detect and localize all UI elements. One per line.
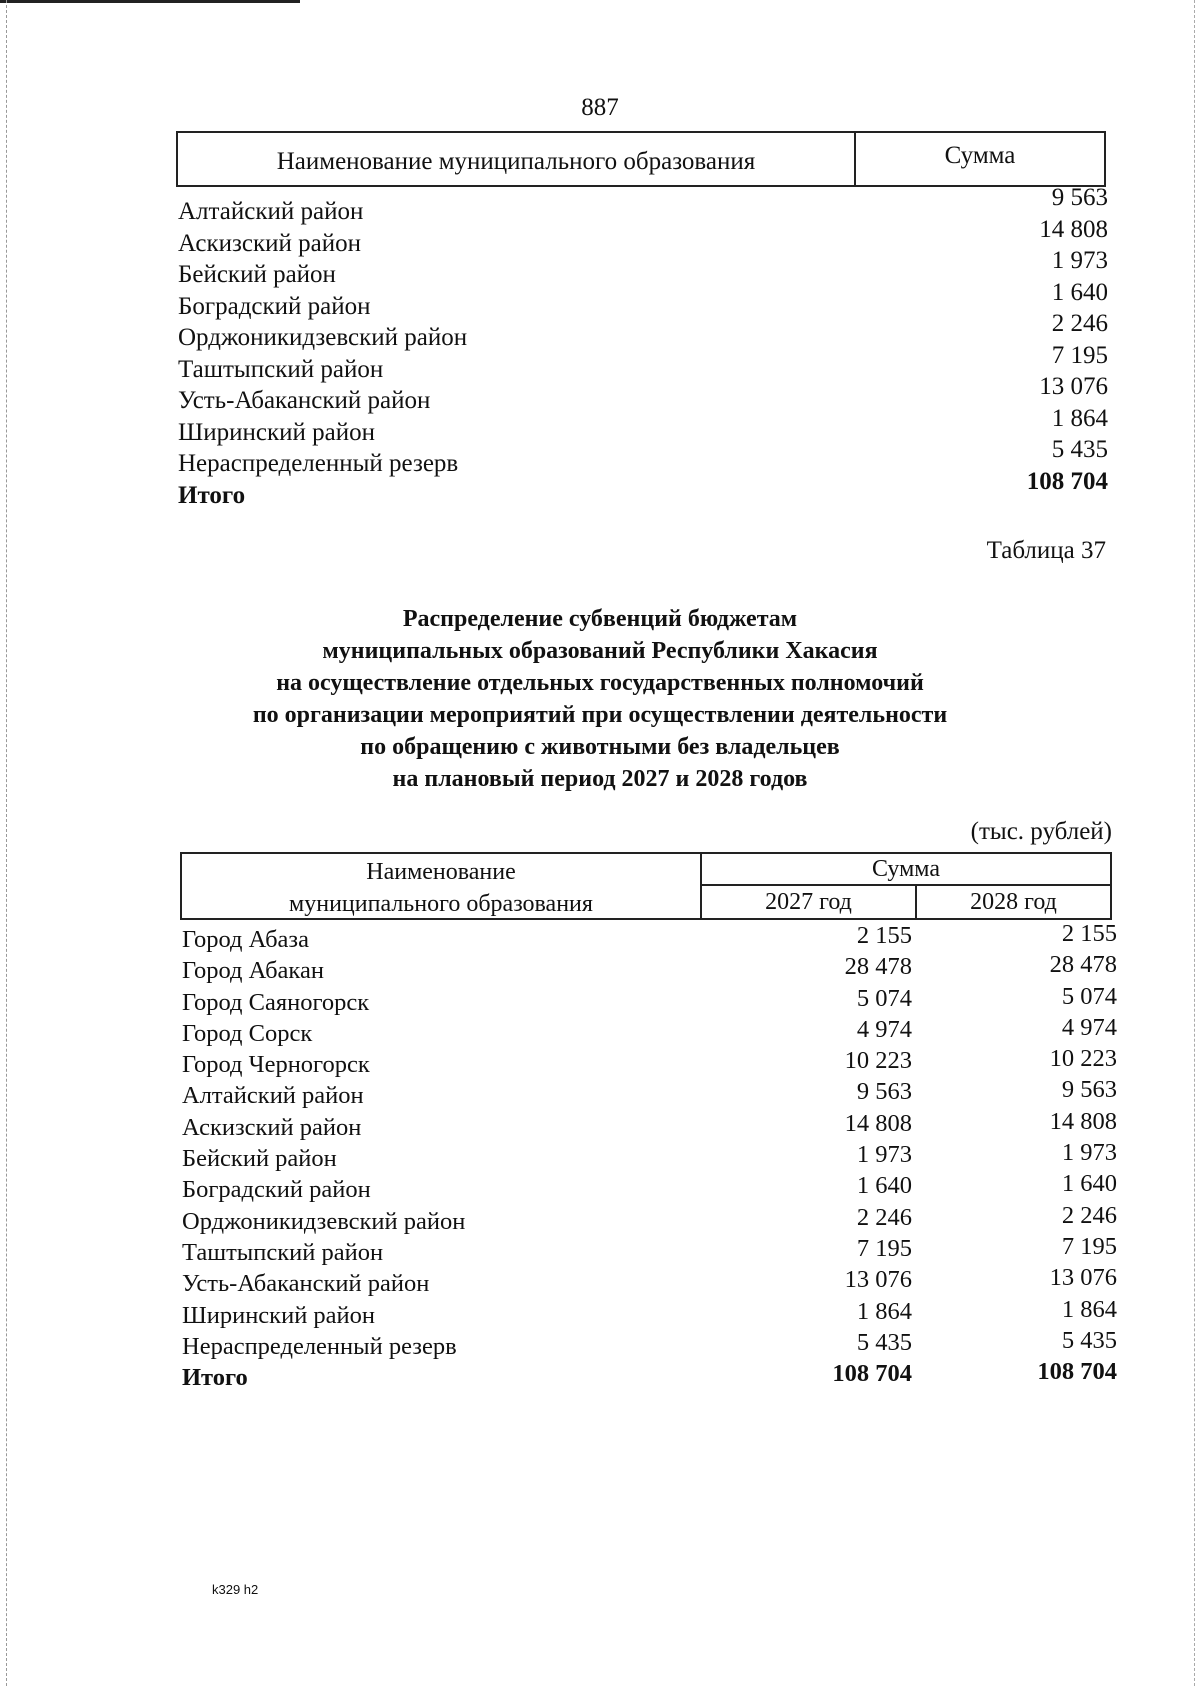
document-code: k329 h2 xyxy=(212,1582,259,1597)
row-name: Боградский район xyxy=(182,1176,371,1204)
table2-header-sum: Сумма xyxy=(702,854,1110,886)
row-value: 1 973 xyxy=(1051,247,1108,274)
row-value: 1 640 xyxy=(1051,278,1108,306)
row-name: Бейский район xyxy=(182,1145,337,1173)
row-name: Нераспределенный резерв xyxy=(178,450,459,477)
header-name-line: муниципального образования xyxy=(289,891,593,917)
total-value-2028: 108 704 xyxy=(1037,1358,1117,1386)
total-value-2027: 108 704 xyxy=(832,1360,912,1388)
row-name: Город Сорск xyxy=(182,1019,313,1047)
row-value-2027: 10 223 xyxy=(844,1047,912,1075)
table-row xyxy=(182,1076,1117,1111)
table-title xyxy=(0,603,1200,795)
row-value-2028: 1 640 xyxy=(1061,1170,1117,1198)
row-name: Аскизский район xyxy=(182,1113,362,1141)
row-name: Таштыпский район xyxy=(182,1238,384,1266)
row-value-2028: 2 246 xyxy=(1061,1201,1117,1229)
table2-header xyxy=(180,852,1112,920)
scan-edge-right xyxy=(1194,0,1196,1686)
table-row xyxy=(182,1045,1117,1080)
table-row xyxy=(178,278,1108,320)
table-row xyxy=(182,1295,1117,1331)
title-line: на осуществление отдельных государственных полномочий xyxy=(276,670,924,696)
header-name-line: Наименование xyxy=(366,859,516,885)
table1-header-name: Наименование муниципального образования xyxy=(178,133,856,185)
row-name: Город Саяногорск xyxy=(182,988,370,1016)
row-name: Боградский район xyxy=(178,292,371,320)
row-value-2028: 1 864 xyxy=(1061,1295,1117,1323)
table-row xyxy=(178,341,1108,383)
row-value-2028: 9 563 xyxy=(1061,1076,1117,1104)
table-row xyxy=(178,310,1108,351)
table-row xyxy=(182,1232,1117,1268)
row-value-2027: 28 478 xyxy=(844,953,912,981)
table-row xyxy=(178,404,1108,446)
table2-header-name xyxy=(182,854,702,918)
row-value: 5 435 xyxy=(1051,436,1108,463)
row-name: Город Абакан xyxy=(182,957,324,985)
row-value-2027: 1 864 xyxy=(856,1297,912,1325)
table-row xyxy=(182,920,1117,955)
table-row xyxy=(178,247,1108,288)
title-line: на плановый период 2027 и 2028 годов xyxy=(392,766,808,792)
table-row xyxy=(182,1139,1117,1174)
table-row xyxy=(182,1264,1117,1299)
table1-header-sum: Сумма xyxy=(944,142,1016,169)
row-value: 14 808 xyxy=(1039,215,1108,243)
row-name: Аскизский район xyxy=(178,229,362,257)
table-row xyxy=(178,215,1108,257)
row-value-2028: 7 195 xyxy=(1061,1232,1117,1260)
row-value-2027: 2 155 xyxy=(856,922,912,949)
table-row xyxy=(182,951,1117,986)
row-name: Ширинский район xyxy=(178,418,375,446)
table2-body xyxy=(182,920,1117,1393)
row-name: Алтайский район xyxy=(178,198,364,225)
row-value-2028: 14 808 xyxy=(1049,1107,1117,1135)
table2-header-year-2028: 2028 год xyxy=(970,889,1057,915)
row-value-2028: 5 435 xyxy=(1061,1326,1117,1354)
table1-body xyxy=(178,184,1108,509)
table-row xyxy=(178,436,1108,477)
row-value-2027: 13 076 xyxy=(844,1266,912,1294)
row-value-2028: 13 076 xyxy=(1049,1264,1117,1292)
table1-header xyxy=(176,131,1106,187)
row-name: Усть-Абаканский район xyxy=(178,387,431,414)
table-row xyxy=(182,982,1117,1018)
row-value: 9 563 xyxy=(1051,184,1108,211)
row-value-2028: 5 074 xyxy=(1061,982,1117,1010)
total-value: 108 704 xyxy=(1026,467,1108,495)
page-number: 887 xyxy=(581,94,619,121)
table-row xyxy=(182,1170,1117,1205)
row-name: Таштыпский район xyxy=(178,355,384,383)
units-label: (тыс. рублей) xyxy=(970,818,1112,845)
row-value-2028: 4 974 xyxy=(1061,1013,1117,1041)
row-name: Ширинский район xyxy=(182,1301,376,1329)
row-value-2028: 1 973 xyxy=(1061,1139,1117,1167)
total-label: Итого xyxy=(182,1364,248,1392)
row-value-2027: 9 563 xyxy=(856,1078,912,1106)
row-value-2028: 28 478 xyxy=(1049,951,1117,979)
row-value-2027: 1 640 xyxy=(856,1172,912,1200)
row-value: 13 076 xyxy=(1039,373,1108,400)
table2-header-year-2027: 2027 год xyxy=(702,886,917,918)
row-value-2027: 5 435 xyxy=(856,1328,912,1356)
table-row xyxy=(178,373,1108,414)
table-total-row xyxy=(178,467,1108,509)
table-row xyxy=(178,184,1108,225)
row-value: 2 246 xyxy=(1051,310,1108,337)
row-value-2027: 1 973 xyxy=(856,1141,912,1169)
row-value-2028: 2 155 xyxy=(1061,920,1117,947)
table-number-label: Таблица 37 xyxy=(986,537,1106,564)
table-row xyxy=(182,1326,1117,1362)
table-total-row xyxy=(182,1358,1117,1393)
row-name: Орджоникидзевский район xyxy=(178,324,468,351)
row-value: 1 864 xyxy=(1051,404,1108,432)
title-line: Распределение субвенций бюджетам xyxy=(402,606,798,632)
row-value-2027: 4 974 xyxy=(856,1015,912,1043)
scan-artifact-top xyxy=(0,0,300,3)
row-name: Алтайский район xyxy=(182,1082,364,1110)
row-value-2028: 10 223 xyxy=(1049,1045,1117,1073)
row-name: Усть-Абаканский район xyxy=(182,1270,430,1298)
table-row xyxy=(182,1201,1117,1237)
table-row xyxy=(182,1107,1117,1143)
title-line: по организации мероприятий при осуществлении деятельности xyxy=(252,702,948,728)
row-name: Бейский район xyxy=(178,261,336,288)
table-row xyxy=(182,1013,1117,1049)
row-name: Орджоникидзевский район xyxy=(182,1207,466,1235)
total-label: Итого xyxy=(178,481,246,509)
row-name: Город Абаза xyxy=(182,926,309,953)
row-value-2027: 2 246 xyxy=(856,1203,912,1231)
scan-edge-left xyxy=(6,0,8,1686)
row-name: Город Черногорск xyxy=(182,1051,370,1079)
row-name: Нераспределенный резерв xyxy=(182,1332,457,1360)
row-value: 7 195 xyxy=(1051,341,1108,369)
row-value-2027: 7 195 xyxy=(856,1234,912,1262)
title-line: по обращению с животными без владельцев xyxy=(360,734,840,760)
title-line: муниципальных образований Республики Хакасия xyxy=(322,638,878,664)
row-value-2027: 5 074 xyxy=(856,984,912,1012)
row-value-2027: 14 808 xyxy=(844,1109,912,1137)
